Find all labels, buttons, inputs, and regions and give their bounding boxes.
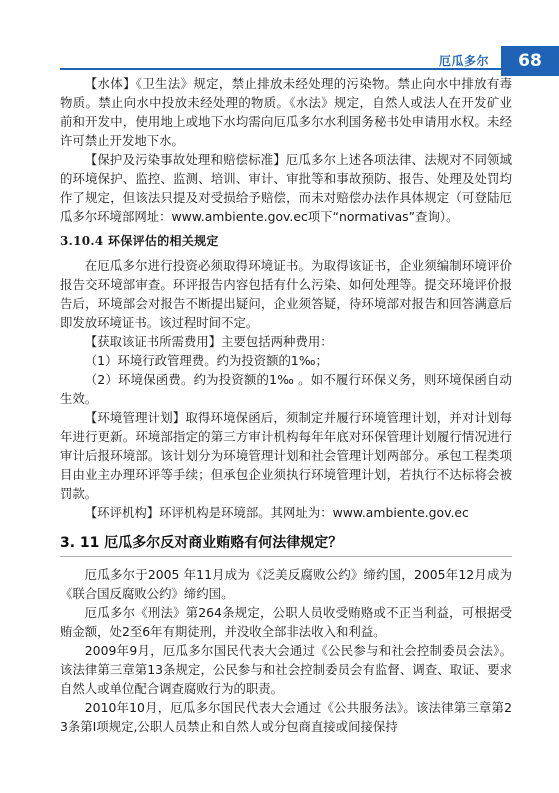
paragraph-water: 【水体】《卫生法》规定，禁止排放未经处理的污染物。禁止向水中排放有毒物质。禁止向水中投放未经处理的物质。《水法》规定，自然人或法人在开发矿业前和开发中，使用地上或地下水均需向厄瓜多尔水利国务秘书处申请用水权。未经许可禁止开发地下水。 bbox=[60, 76, 512, 148]
paragraph-env-certificate: 在厄瓜多尔进行投资必须取得环境证书。为取得该证书，企业须编制环境评价报告交环境部审查。环评报告内容包括有什么污染、如何处理等。提交环境评价报告后，环境部会对报告不断提出疑问，企业须答疑，待环境部对报告和回答满意后即发放环境证书。该过程时间不定。 bbox=[60, 258, 512, 330]
page-number-badge: 68 bbox=[501, 46, 559, 76]
paragraph-public-service-law: 2010年10月，厄瓜多尔国民代表大会通过《公共服务法》。该法律第三章第23条第I项规定,公职人员禁止和自然人或分包商直接或间接保持 bbox=[60, 700, 512, 734]
subsection-heading: 3.10.4 环保评估的相关规定 bbox=[60, 234, 219, 248]
running-title: 厄瓜多尔 bbox=[438, 54, 489, 68]
paragraph-management-plan: 【环境管理计划】取得环境保函后，须制定并履行环境管理计划，并对计划每年进行更新。环境部指定的第三方审计机构每年年底对环保管理计划履行情况进行审计后报环境部。该计划分为环境管理计划和社会管理计划两部分。承包工程类项目由业主办理环评等手续；但承包企业须执行环境管理计划，若执行不达标将会被罚款。 bbox=[60, 410, 512, 501]
paragraph-penal-code: 厄瓜多尔《刑法》第264条规定，公职人员收受贿赂或不正当利益，可根据受贿金额，处2至6年有期徒刑，并没收全部非法收入和利益。 bbox=[60, 605, 512, 639]
paragraph-fee-admin: （1）环境行政管理费。约为投资额的1‰； bbox=[84, 353, 328, 368]
paragraph-conventions: 厄瓜多尔于2005 年11月成为《泛美反腐败公约》缔约国，2005年12月成为《联合国反腐败公约》缔约国。 bbox=[60, 567, 512, 601]
paragraph-eia-agency: 【环评机构】环评机构是环境部。其网址为：www.ambiente.gov.ec bbox=[84, 505, 469, 520]
paragraph-citizen-council-law: 2009年9月，厄瓜多尔国民代表大会通过《公民参与和社会控制委员会法》。该法律第三章第13条规定，公民参与和社会控制委员会有监督、调查、取证、要求自然人或单位配合调查腐败行为的职责。 bbox=[60, 643, 512, 696]
paragraph-fees-intro: 【获取该证书所需费用】主要包括两种费用： bbox=[84, 334, 333, 349]
section-heading: 3. 11 厄瓜多尔反对商业贿赂有何法律规定？ bbox=[60, 532, 512, 557]
paragraph-compensation: 【保护及污染事故处理和赔偿标准】厄瓜多尔上述各项法律、法规对不同领域的环境保护、监控、监测、培训、审计、审批等和事故预防、报告、处理及处罚均作了规定，但该法只提及对受损给予赔偿，而未对赔偿办法作具体规定（可登陆厄瓜多尔环境部网址：www.ambiente.gov.ec项下“normativas”查询）。 bbox=[60, 152, 512, 224]
header-rule bbox=[60, 68, 559, 70]
page-body bbox=[60, 74, 512, 736]
paragraph-fee-guarantee: （2）环境保函费。约为投资额的1‰ 。如不履行环保义务，则环境保函自动生效。 bbox=[60, 372, 512, 406]
